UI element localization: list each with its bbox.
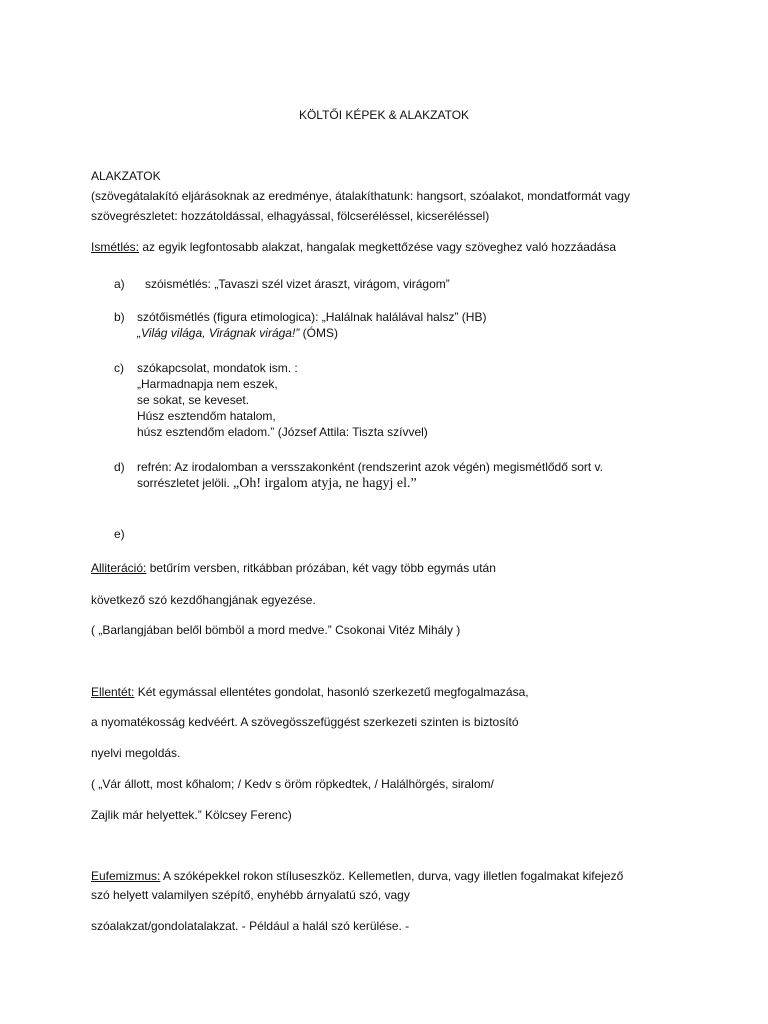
list-marker-a: a) [114, 277, 125, 291]
list-item-c-line4: Húsz esztendőm hatalom, [137, 409, 276, 423]
list-item-d-line2 [137, 475, 417, 492]
list-item-c-line2: „Harmadnapja nem eszek, [137, 377, 278, 391]
ismetles-paragraph [91, 239, 616, 255]
ismetles-term: Ismétlés: [91, 240, 140, 254]
ismetles-definition: az egyik legfontosabb alakzat, hangalak megkettőzése vagy szöveghez való hozzáadása [139, 240, 616, 254]
list-item-c-line5: húsz esztendőm eladom.” (József Attila: Tiszta szívvel) [137, 425, 428, 439]
list-marker-d: d) [114, 460, 125, 474]
list-item-b-italic-suffix: (ÓMS) [299, 326, 338, 340]
list-marker-c: c) [114, 361, 124, 375]
list-item-c-line3: se sokat, se keveset. [137, 393, 250, 407]
alakzatok-desc-line1: (szövegátalakító eljárásoknak az eredménye, átalakíthatunk: hangsort, szóalakot, mondatformát vagy [91, 189, 630, 203]
ellentet-term: Ellentét: [91, 685, 135, 699]
list-item-b-italic-quote: „Világ világa, Virágnak virága!” [137, 326, 300, 340]
eufemizmus-definition: A szóképekkel rokon stíluseszköz. Kellemetlen, durva, vagy illetlen fogalmakat kifejező [160, 869, 624, 883]
list-item-b-line2 [137, 325, 338, 341]
list-item-c-line1: szókapcsolat, mondatok ism. : [137, 361, 298, 375]
list-marker-b: b) [114, 310, 125, 324]
alliteracio-definition: betűrím versben, ritkábban prózában, két vagy több egymás után [146, 561, 496, 575]
ellentet-example-line2: Zajlik már helyettek.” Kölcsey Ferenc) [91, 808, 292, 822]
alakzatok-desc-line2: szövegrészletet: hozzátoldással, elhagyással, fölcseréléssel, kicseréléssel) [91, 209, 490, 223]
list-item-a-line1: szóismétlés: „Tavaszi szél vizet áraszt, virágom, virágom” [145, 277, 450, 291]
eufemizmus-term: Eufemizmus: [91, 869, 161, 883]
eufemizmus-paragraph [91, 868, 623, 884]
ellentet-paragraph [91, 684, 529, 700]
list-item-d-prefix: sorrészletet jelöli. [137, 476, 234, 490]
ellentet-line3: nyelvi megoldás. [91, 746, 181, 760]
alliteracio-line2: következő szó kezdőhangjának egyezése. [91, 593, 316, 607]
ellentet-line2: a nyomatékosság kedvéért. A szövegösszefüggést szerkezeti szinten is biztosító [91, 715, 519, 729]
alakzatok-heading: ALAKZATOK [91, 169, 161, 183]
eufemizmus-line2: szó helyett valamilyen szépítő, enyhébb árnyalatú szó, vagy [91, 888, 410, 902]
alliteracio-term: Alliteráció: [91, 561, 147, 575]
alliteracio-example: ( „Barlangjában belől bömböl a mord medve.” Csokonai Vitéz Mihály ) [91, 623, 461, 637]
list-item-d-refrain-quote: „Oh! irgalom atyja, ne hagyj el.” [233, 476, 417, 491]
eufemizmus-line3: szóalakzat/gondolatalakzat. - Például a halál szó kerülése. - [91, 919, 410, 933]
alliteracio-paragraph [91, 560, 496, 576]
list-marker-e: e) [114, 527, 125, 541]
list-item-b-line1: szótőismétlés (figura etimologica): „Halálnak halálával halsz” (HB) [137, 310, 487, 324]
page-title: KÖLTŐI KÉPEK & ALAKZATOK [298, 108, 470, 122]
ellentet-definition: Két egymással ellentétes gondolat, hasonló szerkezetű megfogalmazása, [134, 685, 529, 699]
list-item-d-line1: refrén: Az irodalomban a versszakonként (rendszerint azok végén) megismétlődő sort v. [137, 460, 603, 474]
ellentet-example-line1: ( „Vár állott, most kőhalom; / Kedv s öröm röpkedtek, / Halálhörgés, siralom/ [91, 777, 494, 791]
